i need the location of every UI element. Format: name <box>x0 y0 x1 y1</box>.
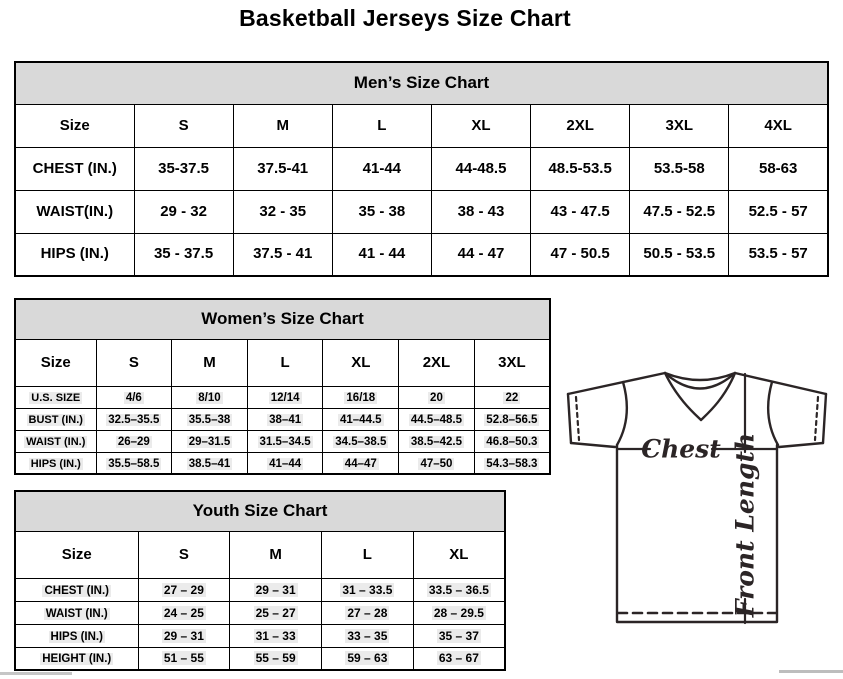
table-row <box>15 452 550 474</box>
horizontal-scrollbar-fragment-left[interactable] <box>0 672 72 675</box>
cell <box>134 233 233 276</box>
cell <box>729 233 828 276</box>
cell <box>172 386 248 408</box>
cell-value: 38 - 43 <box>457 202 505 220</box>
cell <box>322 624 414 647</box>
cell-value: 50.5 - 53.5 <box>643 245 716 263</box>
cell-value: 59 – 63 <box>347 651 388 666</box>
cell-value: 37.5-41 <box>257 159 309 177</box>
row-label: U.S. SIZE <box>31 392 81 404</box>
cell <box>138 647 230 670</box>
cell-value: 33 – 35 <box>347 628 388 643</box>
cell-value: 31.5–34.5 <box>259 436 311 448</box>
row-label-cell <box>15 386 96 408</box>
page-title: Basketball Jerseys Size Chart <box>239 5 571 31</box>
table-row <box>15 408 550 430</box>
cell <box>332 190 431 233</box>
cell-value: 46.8–50.3 <box>486 436 538 448</box>
cell <box>172 408 248 430</box>
cell <box>230 601 322 624</box>
cell <box>729 147 828 190</box>
cell-value: 29 - 32 <box>160 202 207 220</box>
womens-column-header: M <box>172 339 248 386</box>
cell-value: 41–44 <box>269 457 302 470</box>
jersey-measurement-diagram-icon <box>560 362 840 632</box>
youth-column-header: S <box>138 531 230 578</box>
cell <box>134 147 233 190</box>
cell-value: 12/14 <box>270 392 300 404</box>
cell <box>474 430 550 452</box>
youth-table-title: Youth Size Chart <box>15 491 505 531</box>
cell <box>134 190 233 233</box>
cell <box>630 147 729 190</box>
cell-value: 41-44 <box>362 159 402 177</box>
row-label-cell <box>15 430 96 452</box>
cell <box>332 147 431 190</box>
mens-table <box>14 61 829 277</box>
cell <box>431 233 530 276</box>
cell <box>96 408 172 430</box>
cell-value: 32 - 35 <box>259 202 307 220</box>
row-label-cell <box>15 147 134 190</box>
cell-value: 32.5–35.5 <box>108 414 160 426</box>
cell <box>399 430 475 452</box>
row-label-cell <box>15 624 138 647</box>
cell-value: 38–41 <box>269 414 302 426</box>
row-label-cell <box>15 601 138 624</box>
front-length-label: Front Length <box>730 432 760 618</box>
cell-value: 24 – 25 <box>163 605 204 620</box>
cell <box>230 624 322 647</box>
row-label-cell <box>15 190 134 233</box>
row-label: BUST (IN.) <box>28 414 83 426</box>
womens-size-chart-table <box>14 298 551 475</box>
cell-value: 4/6 <box>125 392 142 404</box>
table-row <box>15 190 828 233</box>
cell <box>322 601 414 624</box>
cell <box>233 233 332 276</box>
cell <box>230 647 322 670</box>
row-label: WAIST (IN.) <box>26 436 86 448</box>
cell <box>531 190 630 233</box>
cell <box>323 452 399 474</box>
cell-value: 48.5-53.5 <box>548 159 612 177</box>
cell-value: 33.5 – 36.5 <box>428 582 489 597</box>
cell-value: 53.5-58 <box>653 159 705 177</box>
table-row <box>15 624 505 647</box>
cell <box>413 624 505 647</box>
cell <box>474 452 550 474</box>
cell-value: 47 - 50.5 <box>550 245 610 263</box>
cell-value: 35 - 37.5 <box>153 245 214 263</box>
mens-column-header: M <box>233 104 332 147</box>
cell-value: 52.5 - 57 <box>748 202 808 220</box>
row-label: HEIGHT (IN.) <box>42 653 112 666</box>
womens-column-header: XL <box>323 339 399 386</box>
cell-value: 53.5 - 57 <box>748 245 808 263</box>
cell-value: 35 – 37 <box>438 628 479 643</box>
cell-value: 44 - 47 <box>457 245 505 263</box>
cell <box>323 430 399 452</box>
womens-table <box>14 298 551 475</box>
cell-value: 38.5–42.5 <box>410 436 463 448</box>
cell <box>323 386 399 408</box>
cell <box>96 430 172 452</box>
cell <box>431 190 530 233</box>
row-label: CHEST (IN.) <box>32 159 117 177</box>
cell-value: 29–31.5 <box>188 436 231 448</box>
mens-column-header: L <box>332 104 431 147</box>
cell <box>233 147 332 190</box>
cell <box>322 647 414 670</box>
mens-column-header: 2XL <box>531 104 630 147</box>
chest-label: Chest <box>641 434 721 464</box>
table-row <box>15 430 550 452</box>
table-row <box>15 647 505 670</box>
cell-value: 27 – 29 <box>163 582 204 597</box>
cell-value: 27 – 28 <box>347 605 388 620</box>
row-label-cell <box>15 578 138 601</box>
table-row <box>15 147 828 190</box>
cell <box>531 233 630 276</box>
cell <box>247 452 323 474</box>
cell <box>172 430 248 452</box>
cell-value: 37.5 - 41 <box>253 245 313 263</box>
cell-value: 28 – 29.5 <box>433 605 484 620</box>
cell-value: 34.5–38.5 <box>335 436 387 448</box>
cell-value: 47–50 <box>420 457 453 470</box>
mens-size-header: Size <box>15 104 134 147</box>
mens-table-title: Men’s Size Chart <box>15 62 828 104</box>
cell <box>399 452 475 474</box>
cell-value: 41–44.5 <box>340 414 382 426</box>
cell-value: 52.8–56.5 <box>486 414 538 426</box>
table-row <box>15 578 505 601</box>
cell-value: 44.5–48.5 <box>410 414 463 426</box>
row-label: HIPS (IN.) <box>30 457 81 470</box>
cell <box>323 408 399 430</box>
cell-value: 22 <box>505 392 519 404</box>
womens-column-header: 3XL <box>474 339 550 386</box>
cell-value: 43 - 47.5 <box>550 202 610 220</box>
cell-value: 16/18 <box>346 392 376 404</box>
youth-column-header: L <box>322 531 414 578</box>
cell-value: 54.3–58.3 <box>486 457 538 470</box>
table-row <box>15 386 550 408</box>
cell <box>247 386 323 408</box>
womens-column-header: L <box>247 339 323 386</box>
cell <box>413 578 505 601</box>
youth-column-header: M <box>230 531 322 578</box>
cell-value: 51 – 55 <box>163 651 204 666</box>
row-label: HIPS (IN.) <box>40 245 109 263</box>
cell <box>322 578 414 601</box>
cell-value: 41 - 44 <box>358 245 406 263</box>
cell <box>630 190 729 233</box>
cell <box>138 624 230 647</box>
cell-value: 29 – 31 <box>255 582 296 597</box>
cell-value: 20 <box>430 392 443 404</box>
cell <box>399 408 475 430</box>
cell-value: 55 – 59 <box>255 651 296 666</box>
cell <box>531 147 630 190</box>
cell-value: 44-48.5 <box>455 159 507 177</box>
cell <box>96 386 172 408</box>
mens-column-header: XL <box>431 104 530 147</box>
row-label-cell <box>15 233 134 276</box>
youth-size-header: Size <box>15 531 138 578</box>
mens-column-header: 4XL <box>729 104 828 147</box>
table-row <box>15 233 828 276</box>
row-label-cell <box>15 647 138 670</box>
cell-value: 63 – 67 <box>438 651 479 666</box>
row-label: WAIST (IN.) <box>45 607 108 620</box>
womens-size-header: Size <box>15 339 96 386</box>
cell <box>474 408 550 430</box>
cell <box>247 430 323 452</box>
youth-column-header: XL <box>413 531 505 578</box>
youth-table <box>14 490 506 671</box>
cell-value: 38.5–41 <box>188 457 231 470</box>
cell-value: 35 - 38 <box>358 202 406 220</box>
mens-size-chart-table <box>14 61 829 277</box>
mens-column-header: 3XL <box>630 104 729 147</box>
horizontal-scrollbar-fragment-right[interactable] <box>779 670 843 673</box>
womens-column-header: 2XL <box>399 339 475 386</box>
row-label-cell <box>15 452 96 474</box>
womens-column-header: S <box>96 339 172 386</box>
cell-value: 8/10 <box>198 392 221 404</box>
cell <box>138 601 230 624</box>
table-row <box>15 601 505 624</box>
cell <box>399 386 475 408</box>
cell-value: 47.5 - 52.5 <box>643 202 716 220</box>
cell-value: 44–47 <box>344 457 377 470</box>
cell-value: 35.5–58.5 <box>108 457 160 470</box>
row-label: CHEST (IN.) <box>44 584 110 597</box>
cell <box>413 647 505 670</box>
cell-value: 26–29 <box>117 436 150 448</box>
cell-value: 29 – 31 <box>163 628 204 643</box>
cell <box>413 601 505 624</box>
row-label: HIPS (IN.) <box>50 630 103 643</box>
cell <box>332 233 431 276</box>
cell <box>630 233 729 276</box>
cell <box>431 147 530 190</box>
cell-value: 58-63 <box>758 159 798 177</box>
youth-size-chart-table <box>14 490 506 671</box>
mens-column-header: S <box>134 104 233 147</box>
cell <box>96 452 172 474</box>
cell <box>247 408 323 430</box>
cell <box>729 190 828 233</box>
row-label: WAIST(IN.) <box>36 202 114 220</box>
cell <box>230 578 322 601</box>
cell <box>138 578 230 601</box>
cell <box>172 452 248 474</box>
cell-value: 31 – 33 <box>255 628 296 643</box>
cell-value: 35-37.5 <box>158 159 209 177</box>
cell <box>474 386 550 408</box>
cell <box>233 190 332 233</box>
row-label-cell <box>15 408 96 430</box>
cell-value: 25 – 27 <box>255 605 296 620</box>
cell-value: 31 – 33.5 <box>342 582 393 597</box>
womens-table-title: Women’s Size Chart <box>15 299 550 339</box>
cell-value: 35.5–38 <box>188 414 231 426</box>
